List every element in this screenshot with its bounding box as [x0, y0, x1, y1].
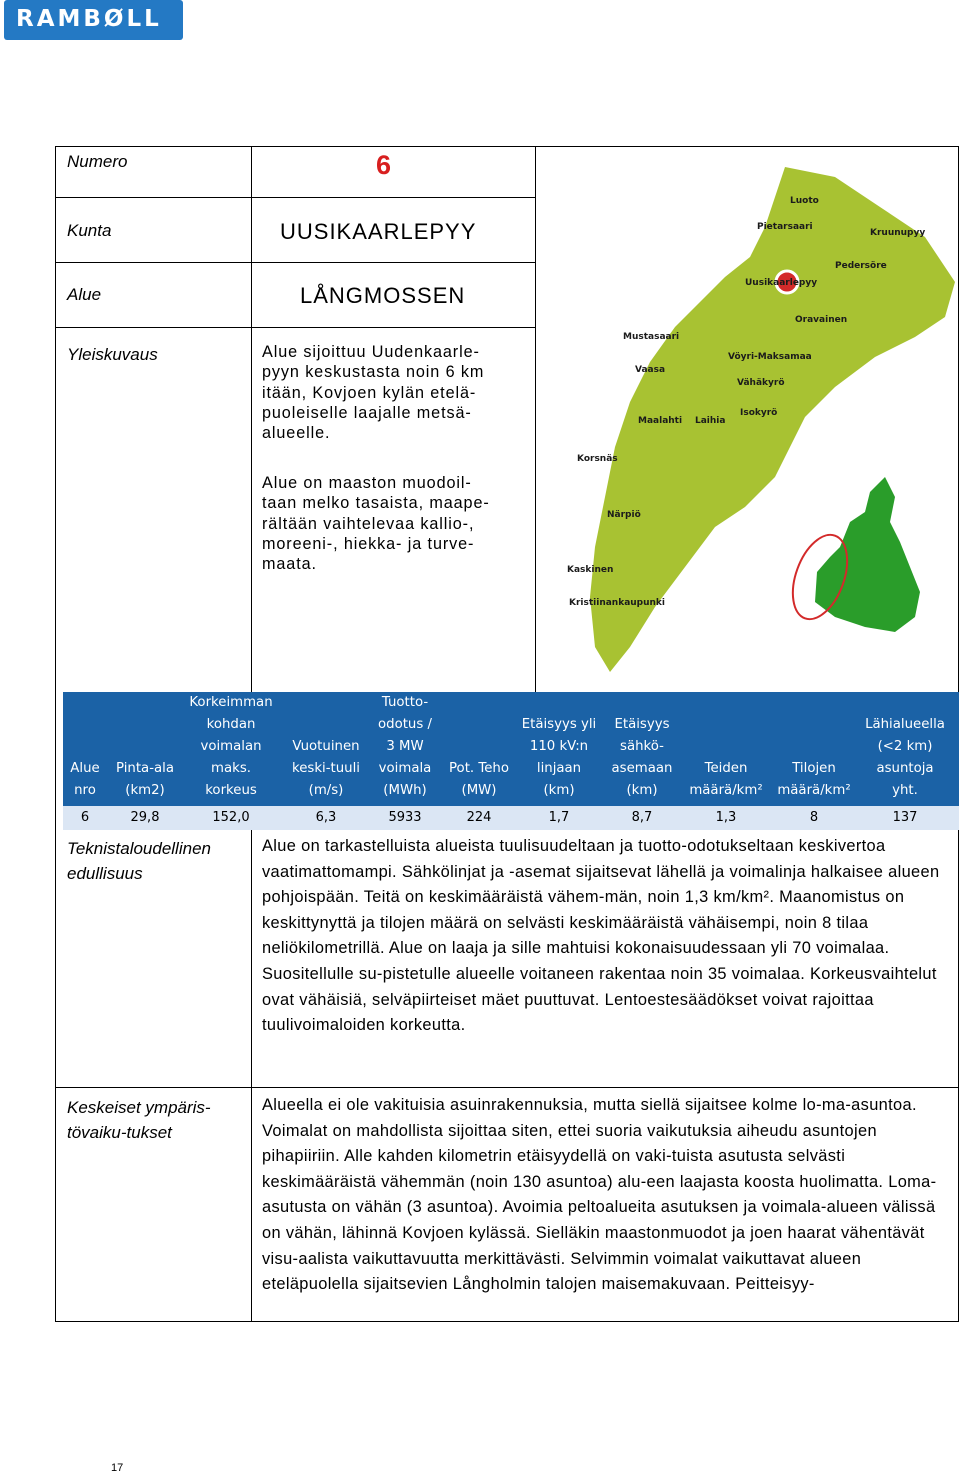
td-alue-nro: 6 [80, 810, 90, 825]
ramboll-logo [4, 0, 183, 40]
finland-inset-shape [815, 477, 920, 632]
overview-paragraph-2: Alue on maaston muodoil- taan melko tasaista, maape- rältään vaihtelevaa kallio-, moreeni-, hiekka- ja turve- maata. [262, 474, 490, 574]
teknistaloudellinen-text: Alue on tarkastelluista alueista tuulisuudeltaan ja tuotto-odotukseltaan keskivertoa vaatimattomampi. Sähkölinjat ja -asemat sijaitsevat lähellä ja voimalinja halkaisee alueen pohjoispään. Teitä on keskimääräistä vähem-män, noin 1,3 km/km². Maanomistus on keskittynyttä ja tilojen määrä on selvästi keskimääräistä vähäisempi, noin 8 tilaa neliökilometrillä. Alue on laaja ja sille mahtuisi kokonaisuudessaan yli 70 voimalaa. Suositellulle su-pistetulle alueelle voitaneen rakentaa noin 35 voimalaa. Korkeusvaihtelut ovat vähäisiä, selväpiirteiset mäet puuttuvat. Lentoestesäädökset voivat rajoittaa tuulivoimaloiden korkeutta. [262, 837, 940, 1035]
td-keskituuli: 6,3 [315, 810, 337, 825]
logo-text: RAMBØLL [16, 6, 162, 32]
map-label: Luoto [790, 196, 819, 206]
row-divider [55, 327, 536, 328]
td-tuotto-odotus: 5933 [388, 810, 422, 825]
map-label: Laihia [695, 416, 726, 426]
map-label: Kruunupyy [870, 228, 926, 238]
map-label: Mustasaari [623, 332, 680, 342]
td-etaisyys-linja: 1,7 [548, 810, 570, 825]
th-pot-teho: Pot. Teho (MW) [449, 761, 509, 798]
th-lahialue-asuntoja: Lähialueella (<2 km) asuntoja yht. [865, 717, 945, 798]
map-label: Vaasa [635, 365, 666, 375]
row-divider [55, 1087, 959, 1088]
label-alue: Alue [67, 285, 102, 304]
label-teknistaloudellinen: Teknistaloudellinen edullisuus [67, 839, 211, 883]
th-tuotto-odotus: Tuotto- odotus / 3 MW voimala (MWh) [378, 695, 432, 798]
map-label: Pietarsaari [757, 222, 813, 232]
map-label: Pedersöre [835, 261, 887, 271]
map-label: Isokyrö [740, 408, 778, 418]
td-lahialue-asuntoja: 137 [892, 810, 918, 825]
map-label: Oravainen [795, 315, 848, 325]
municipality-name: UUSIKAARLEPYY [280, 219, 477, 244]
label-yleiskuvaus: Yleiskuvaus [67, 345, 158, 364]
td-tilojen-maara: 8 [809, 810, 819, 825]
map-label: Vähäkyrö [737, 378, 785, 388]
th-etaisyys-asema: Etäisyys sähkö- asemaan (km) [611, 717, 673, 798]
map-label: Vöyri-Maksamaa [728, 352, 812, 362]
th-etaisyys-linja: Etäisyys yli 110 kV:n linjaan (km) [521, 717, 597, 798]
th-alue-nro: Alue nro [70, 761, 100, 798]
location-map [535, 147, 958, 687]
map-label: Uusikaarlepyy [745, 278, 818, 288]
map-label: Korsnäs [577, 454, 618, 464]
td-korkeus: 152,0 [212, 810, 250, 825]
th-teiden-maara: Teiden määrä/km² [689, 761, 763, 798]
td-pinta-ala: 29,8 [130, 810, 160, 825]
row-divider [55, 197, 536, 198]
map-label: Kristiinankaupunki [569, 598, 666, 608]
map-label: Närpiö [607, 510, 641, 520]
divider-label-col-lower [251, 830, 252, 1322]
row-divider [55, 262, 536, 263]
td-pot-teho: 224 [466, 810, 492, 825]
th-korkeus: Korkeimman kohdan voimalan maks. korkeus [189, 695, 273, 798]
map-label: Kaskinen [567, 565, 614, 575]
th-tilojen-maara: Tilojen määrä/km² [777, 761, 851, 798]
label-kunta: Kunta [67, 221, 112, 240]
overview-paragraph-1: Alue sijoittuu Uudenkaarle- pyyn keskustasta noin 6 km itään, Kovjoen kylän etelä- puoleiselle laajalle metsä- alueelle. [262, 343, 485, 443]
th-keskituuli: Vuotuinen keski-tuuli (m/s) [292, 739, 360, 798]
label-numero: Numero [67, 152, 128, 171]
td-etaisyys-asema: 8,7 [631, 810, 653, 825]
label-keskiset: Keskeiset ympäris- tövaiku-tukset [67, 1098, 211, 1142]
divider-label-col [251, 146, 252, 692]
th-pinta-ala: Pinta-ala (km2) [116, 761, 174, 798]
area-name: LÅNGMOSSEN [300, 283, 466, 308]
keskiset-text: Alueella ei ole vakituisia asuinrakennuksia, mutta siellä sijaitsee kolme lo-ma-asuntoa. Voimalat on mahdollista sijoittaa siten, ettei suoria vaikutuksia aiheudu asuntojen pihapiiriin. Alle kahden kilometrin etäisyydellä on vaki-tuista asutusta selvästi keskimääräistä vähemmän (noin 130 asuntoa) alu-een laajasta koosta huolimatta. Loma-asutusta on vähän (3 asuntoa). Avoimia peltoalueita asutuksen ja voimala-alueen välissä on vähän, lähinnä Kovjoen kylässä. Sielläkin maastonmuodot ja joen haarat vähentävät visu-aalista vaikuttavuutta merkittävästi. Selvimmin voimalat vaikuttavat alueen eteläpuolella sijaitsevien Långholmin talojen maisemakuvaan. Peitteisyy- [262, 1096, 937, 1294]
td-teiden-maara: 1,3 [715, 810, 737, 825]
page-number: 17 [111, 1462, 124, 1474]
map-label: Maalahti [638, 416, 683, 426]
area-number: 6 [376, 150, 392, 180]
